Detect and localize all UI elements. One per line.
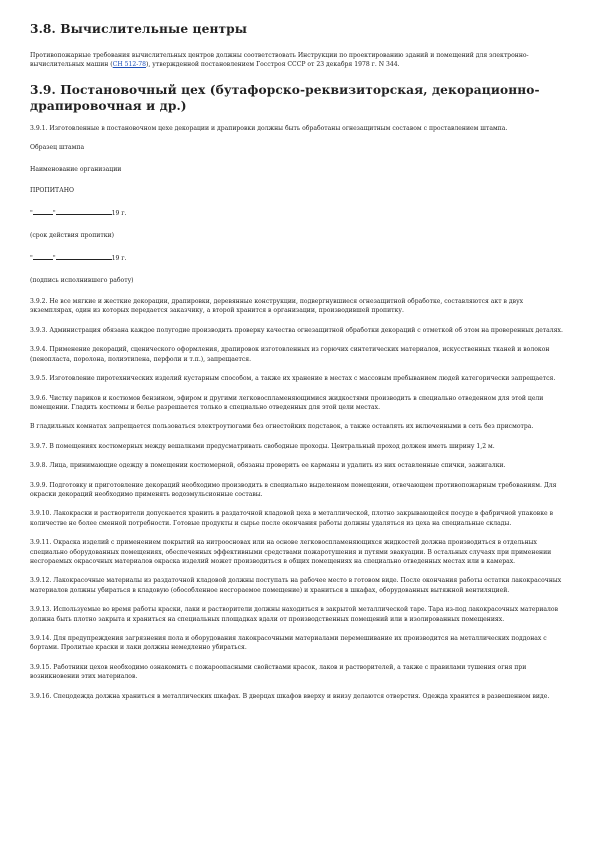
paragraph: 3.9.7. В помещениях костюмерных между вешалками предусматривать свободные проходы. Центральный проход должен иметь ширину 1,2 м.	[30, 442, 495, 450]
stamp-sample-block	[30, 143, 565, 285]
day-blank	[33, 207, 53, 215]
paragraph: 3.9.14. Для предупреждения загрязнения пола и оборудования лакокрасочными материалами перемешивание их производится на металлических поддонах с бортами. Пролитые краски и лаки должны немедленно убираться.	[30, 635, 547, 652]
month-blank	[56, 207, 112, 215]
paragraph: 3.9.16. Спецодежда должна храниться в металлических шкафах. В дверцах шкафов вверху и внизу делаются отверстия. Одежда хранится в развешенном виде.	[30, 692, 550, 700]
section-3-8-title: 3.8. Вычислительные центры	[30, 22, 248, 36]
section-3-8-text	[30, 51, 565, 70]
paragraph: 3.9.3. Администрация обязана каждое полугодие производить проверку качества огнезащитной обработки декораций с отметкой об этом на проверенных деталях.	[30, 326, 563, 334]
year-suffix: 19 г.	[111, 210, 127, 218]
paragraph: 3.9.10. Лакокраски и растворители допускается хранить в раздаточной кладовой цеха в металлической, плотно закрывающейся посуде в фабричной упаковке в количестве не более сменной потребности. Готовые продукты и сырье после окончания работы должны удаляться из цеха на специальные склады.	[30, 510, 554, 527]
section-3-9-title: 3.9. Постановочный цех (бутафорско-реквизиторская, декорационно-драпировочная и др.)	[30, 82, 540, 113]
day-blank	[33, 252, 53, 260]
paragraph-3-9-1: 3.9.1. Изготовленные в постановочном цехе декорации и драпировки должны быть обработаны огнезащитным составом с проставлением штампа.	[30, 124, 508, 132]
quote-close: "	[52, 255, 56, 263]
quote-open: "	[30, 255, 33, 263]
stamp-sample-label: Образец штампа	[30, 144, 85, 152]
paragraph: 3.9.2. Не все мягкие и жесткие декорации, драпировки, деревянные конструкции, подвергнувшиеся огнезащитной обработке, составляются акт в двух экземплярах, один из которых передается заказчику, а второй хранится в организации, производившей пропитку.	[30, 298, 524, 315]
month-blank	[56, 252, 112, 260]
paragraph: 3.9.15. Работники цехов необходимо ознакомить с пожароопасными свойствами красок, лаков и растворителей, а также с правилами тушения огня при возникновении этих материалов.	[30, 663, 527, 681]
performer-signature-label: (подпись исполнившего работу)	[30, 276, 134, 284]
quote-open: "	[30, 210, 33, 218]
date-line-2	[30, 252, 565, 263]
impregnated-label: ПРОПИТАНО	[30, 187, 75, 195]
validity-label: (срок действия пропитки)	[30, 231, 114, 239]
quote-close: "	[52, 210, 56, 218]
sn-512-78-link[interactable]: СН 512-78	[112, 61, 147, 69]
paragraph: 3.9.5. Изготовление пиротехнических изделий кустарным способом, а также их хранение в местах с массовым пребыванием людей категорически запрещается.	[30, 375, 556, 383]
paragraph: 3.9.11. Окраска изделий с применением покрытий на нитроосновах или на основе легковоспламеняющихся жидкостей должна производиться в отдельных специально оборудованных помещениях, обеспеченных эффективными средствами пожаротушения и путями эвакуации. В остальных случаях при применении несгораемых окрасочных материалов окраска изделий может производиться в общих помещениях на специально отведенных местах или в камерах.	[30, 539, 552, 565]
date-line-1	[30, 207, 565, 218]
paragraph: 3.9.8. Лица, принимающие одежду в помещении костюмерной, обязаны проверить ее карманы и удалить из них оставленные спички, зажигалки.	[30, 462, 506, 470]
year-suffix: 19 г.	[111, 255, 127, 263]
organization-name-label: Наименование организации	[30, 165, 122, 173]
paragraph: 3.9.9. Подготовку и приготовление декораций необходимо производить в специально выделенном помещении, отвечающем противопожарным требованиям. Для окраски декораций необходимо применять водоэмульсионные составы.	[30, 481, 557, 498]
section-3-8-text-end: ), утвержденной постановлением Госстроя СССР от 23 декабря 1978 г. N 344.	[146, 61, 400, 69]
paragraph: В гладильных комнатах запрещается пользоваться электроутюгами без огнестойких подставок, а также оставлять их включенными в сеть без присмотра.	[30, 423, 534, 431]
paragraph: 3.9.6. Чистку париков и костюмов бензином, эфиром и другими легковоспламеняющимися жидкостями производить в специально отведенном для этой цели помещении. Гладить костюмы и белье разрешается только в специально отведенных для этой цели местах.	[30, 394, 544, 411]
paragraph: 3.9.13. Используемые во время работы краски, лаки и растворители должны находиться в закрытой металлической таре. Тара из-под лакокрасочных материалов должна быть плотно закрыта и храниться на специальных площадках вдали от производственных помещений или в изолированных помещениях.	[30, 606, 559, 623]
section-3-8-text-start: Противопожарные требования вычислительных центров должны соответствовать Инструкции по проектированию зданий и помещений для электронно-вычислительных машин (	[30, 52, 529, 69]
paragraph: 3.9.12. Лакокрасочные материалы из раздаточной кладовой должны поступать на рабочее место в готовом виде. После окончания работы остатки лакокрасочных материалов должны убираться в кладовую (обособленное несгораемое помещение) и храниться в шкафах, оборудованных вытяжной вентиляцией.	[30, 577, 562, 594]
paragraph: 3.9.4. Применение декораций, сценического оформления, драпировок изготовленных из горючих синтетических материалов, искусственных тканей и волокон (пенопласта, поролона, полиэтилена, перфоли и т.п.), запрещается.	[30, 346, 550, 363]
